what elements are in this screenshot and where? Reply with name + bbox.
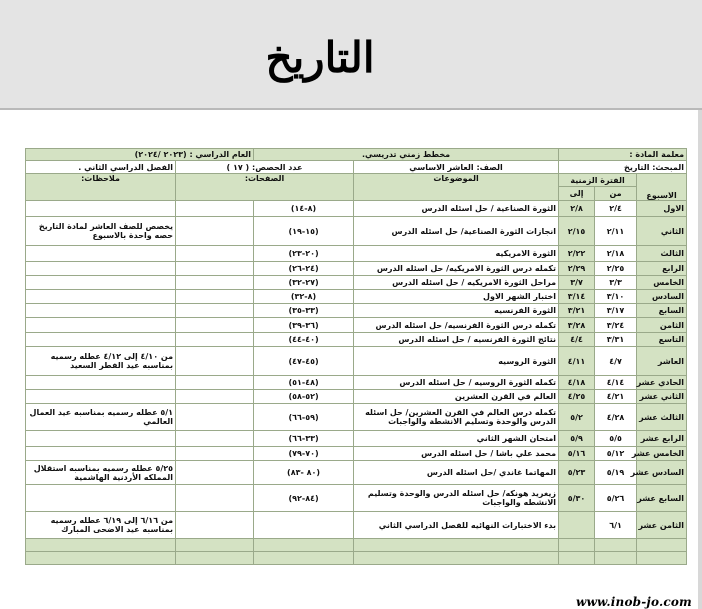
topic-cell: الثورة الامريكيه [354, 246, 559, 262]
empty-cell [595, 539, 637, 552]
to-header: إلى [559, 187, 595, 201]
schedule-row [26, 390, 687, 404]
pages-cell: (٢٠-٢٣) [254, 246, 354, 262]
topic-cell: تكمله درس الثورة الفرنسيه/ حل اسئله الدرس [354, 318, 559, 333]
from-header: من [595, 187, 637, 201]
spacer-cell [176, 485, 254, 512]
pages-cell: (٨-٣٢) [254, 290, 354, 304]
empty-cell [254, 539, 354, 552]
schedule-table [25, 148, 687, 565]
note-cell [26, 485, 176, 512]
empty-cell [254, 552, 354, 565]
schedule-row [26, 318, 687, 333]
to-cell: ٤/٢٥ [559, 390, 595, 404]
from-cell: ٣/١٧ [595, 304, 637, 318]
topic-cell: بدء الاختبارات النهائيه للفصل الدراسي الثاني [354, 512, 559, 539]
spacer-cell [176, 461, 254, 485]
empty-cell [176, 539, 254, 552]
column-header-row-1 [26, 174, 687, 187]
from-cell: ٤/٢١ [595, 390, 637, 404]
topic-cell: امتحان الشهر الثاني [354, 431, 559, 447]
empty-cell [637, 539, 687, 552]
spacer-cell [176, 276, 254, 290]
topic-cell: تكمله درس الثورة الامريكيه/ حل اسئله الدرس [354, 262, 559, 276]
schedule-row [26, 347, 687, 376]
note-cell [26, 262, 176, 276]
topic-cell: العالم في القرن العشرين [354, 390, 559, 404]
plan-name: مخطط زمني تدريسي. [254, 149, 559, 161]
topic-cell: تكمله درس العالم في القرن العشرين/ حل اسئله الدرس والوحدة وتسليم الانشطة والواجبات [354, 404, 559, 431]
from-cell: ٢/٢٥ [595, 262, 637, 276]
spacer-cell [176, 217, 254, 246]
pages-cell: (٥٢-٥٨) [254, 390, 354, 404]
to-cell: ٢/٢٩ [559, 262, 595, 276]
note-cell: يخصص للصف العاشر لمادة التاريخ حصه واحدة بالاسبوع [26, 217, 176, 246]
to-cell: ٣/١٤ [559, 290, 595, 304]
week-cell: العاشر [637, 347, 687, 376]
from-cell: ٢/١١ [595, 217, 637, 246]
pages-cell: (٢٤-٢٦) [254, 262, 354, 276]
empty-cell [354, 539, 559, 552]
topic-cell: الثورة الفرنسيه [354, 304, 559, 318]
topic-cell: زيغريد هونكه/ حل اسئله الدرس والوحدة وتسليم الانشطه والواجبات [354, 485, 559, 512]
to-cell: ٥/١٦ [559, 447, 595, 461]
spacer-cell [176, 246, 254, 262]
from-cell: ٣/٣ [595, 276, 637, 290]
schedule-row [26, 447, 687, 461]
schedule-row [26, 304, 687, 318]
header-row-1 [26, 149, 687, 161]
week-cell: الثالث [637, 246, 687, 262]
week-cell: الرابع [637, 262, 687, 276]
schedule-row [26, 217, 687, 246]
notes-header: ملاحظات: [26, 174, 176, 201]
to-cell [559, 512, 595, 539]
empty-cell [559, 539, 595, 552]
spacer-cell [176, 404, 254, 431]
note-cell [26, 201, 176, 217]
from-cell: ٣/٣١ [595, 333, 637, 347]
week-cell: الرابع عشر [637, 431, 687, 447]
spacer-cell [176, 262, 254, 276]
to-cell: ٣/٢٨ [559, 318, 595, 333]
to-cell: ٤/٤ [559, 333, 595, 347]
teacher-label: معلمة المادة : [559, 149, 687, 161]
schedule-row [26, 431, 687, 447]
week-cell: الثاني عشر [637, 390, 687, 404]
note-cell [26, 447, 176, 461]
empty-cell [595, 552, 637, 565]
schedule-row [26, 376, 687, 390]
spacer-cell [176, 304, 254, 318]
website-footer: www.inob-jo.com [576, 595, 692, 609]
from-cell: ٦/١ [595, 512, 637, 539]
pages-header: الصفحات: [176, 174, 354, 201]
pages-cell: (٣٣-٦٦) [254, 431, 354, 447]
to-cell: ٤/١١ [559, 347, 595, 376]
from-cell: ٣/١٠ [595, 290, 637, 304]
pages-cell: (٧٠-٧٩) [254, 447, 354, 461]
pages-cell: (٤٨-٥١) [254, 376, 354, 390]
from-cell: ٢/٤ [595, 201, 637, 217]
to-cell: ٥/٣٠ [559, 485, 595, 512]
empty-cell [26, 539, 176, 552]
to-cell: ٢/٢٢ [559, 246, 595, 262]
empty-row [26, 552, 687, 565]
topic-cell: مراحل الثورة الامريكيه / حل اسئله الدرس [354, 276, 559, 290]
week-cell: الخامس [637, 276, 687, 290]
week-cell: السادس عشر [637, 461, 687, 485]
week-cell: الحادي عشر [637, 376, 687, 390]
from-cell: ٤/١٤ [595, 376, 637, 390]
schedule-row [26, 333, 687, 347]
page-title: التاريخ [265, 33, 375, 82]
note-cell [26, 290, 176, 304]
topics-header: الموضوعات [354, 174, 559, 201]
spacer-cell [176, 376, 254, 390]
schedule-row [26, 512, 687, 539]
schedule-row [26, 201, 687, 217]
to-cell: ٥/٢ [559, 404, 595, 431]
subject-label: المبحث: التاريخ [559, 161, 687, 174]
spacer-cell [176, 447, 254, 461]
pages-cell: (٢٧-٣٢) [254, 276, 354, 290]
note-cell: من ٦/١٦ إلى ٦/١٩ عطله رسميه بمناسبه عيد الاضحى المبارك [26, 512, 176, 539]
pages-cell: (٨٠ -٨٣) [254, 461, 354, 485]
note-cell: ٥/٢٥ عطله رسميه بمناسبه استقلال المملكه الأردنية الهاشمية [26, 461, 176, 485]
topic-cell: الثورة الصناعية / حل اسئله الدرس [354, 201, 559, 217]
schedule-row [26, 262, 687, 276]
topic-cell: تكمله الثورة الروسيه / حل اسئله الدرس [354, 376, 559, 390]
spacer-cell [176, 512, 254, 539]
from-cell: ٢/١٨ [595, 246, 637, 262]
academic-year: العام الدراسي : (٢٠٢٣ /٢٠٢٤) [26, 149, 254, 161]
pages-cell: (٥٩-٦٦) [254, 404, 354, 431]
empty-row [26, 539, 687, 552]
schedule-row [26, 246, 687, 262]
semester-label: الفصل الدراسي الثاني . [26, 161, 176, 174]
from-cell: ٥/٥ [595, 431, 637, 447]
to-cell: ٣/٢١ [559, 304, 595, 318]
note-cell [26, 333, 176, 347]
spacer-cell [176, 318, 254, 333]
pages-cell: (١٥-١٩) [254, 217, 354, 246]
note-cell [26, 246, 176, 262]
from-cell: ٥/١٢ [595, 447, 637, 461]
to-cell: ٢/١٥ [559, 217, 595, 246]
note-cell: من ٤/١٠ إلى ٤/١٢ عطله رسميه بمناسبه عيد الفطر السعيد [26, 347, 176, 376]
topic-cell: المهاتما غاندي /حل اسئله الدرس [354, 461, 559, 485]
week-cell: الاول [637, 201, 687, 217]
note-cell [26, 276, 176, 290]
note-cell [26, 304, 176, 318]
empty-cell [26, 552, 176, 565]
schedule-row [26, 290, 687, 304]
spacer-cell [176, 347, 254, 376]
week-cell: السابع [637, 304, 687, 318]
week-cell: الخامس عشر [637, 447, 687, 461]
empty-cell [354, 552, 559, 565]
grade-label: الصف: العاشر الاساسي [354, 161, 559, 174]
classes-count: عدد الحصص: ( ١٧ ) [176, 161, 354, 174]
period-header: الفترة الزمنية [559, 174, 637, 187]
pages-cell [254, 512, 354, 539]
from-cell: ٤/٢٨ [595, 404, 637, 431]
week-header: الاسبوع [637, 174, 687, 201]
spacer-cell [176, 333, 254, 347]
schedule-row [26, 485, 687, 512]
topic-cell: نتائج الثورة الفرنسيه / حل اسئله الدرس [354, 333, 559, 347]
empty-cell [637, 552, 687, 565]
header-row-2 [26, 161, 687, 174]
to-cell: ٥/٢٣ [559, 461, 595, 485]
from-cell: ٥/١٩ [595, 461, 637, 485]
empty-cell [559, 552, 595, 565]
empty-cell [176, 552, 254, 565]
schedule-row [26, 404, 687, 431]
week-cell: السادس [637, 290, 687, 304]
spacer-cell [176, 201, 254, 217]
banner-divider [0, 108, 702, 110]
to-cell: ٥/٩ [559, 431, 595, 447]
to-cell: ٢/٨ [559, 201, 595, 217]
topic-cell: اختبار الشهر الاول [354, 290, 559, 304]
from-cell: ٣/٢٤ [595, 318, 637, 333]
week-cell: السابع عشر [637, 485, 687, 512]
to-cell: ٤/١٨ [559, 376, 595, 390]
schedule-row [26, 276, 687, 290]
pages-cell: (٤٠-٤٤) [254, 333, 354, 347]
note-cell [26, 318, 176, 333]
note-cell [26, 376, 176, 390]
to-cell: ٣/٧ [559, 276, 595, 290]
spacer-cell [176, 390, 254, 404]
note-cell [26, 390, 176, 404]
pages-cell: (٨-١٤) [254, 201, 354, 217]
week-cell: الثاني [637, 217, 687, 246]
schedule-row [26, 461, 687, 485]
week-cell: الثالث عشر [637, 404, 687, 431]
note-cell: ٥/١ عطله رسميه بمناسبه عيد العمال العالمي [26, 404, 176, 431]
pages-cell: (٨٤-٩٢) [254, 485, 354, 512]
spacer-cell [176, 290, 254, 304]
week-cell: التاسع [637, 333, 687, 347]
from-cell: ٤/٧ [595, 347, 637, 376]
page-edge [698, 110, 702, 609]
spacer-cell [176, 431, 254, 447]
pages-cell: (٣٦-٣٩) [254, 318, 354, 333]
from-cell: ٥/٢٦ [595, 485, 637, 512]
week-cell: الثامن [637, 318, 687, 333]
pages-cell: (٣٣-٣٥) [254, 304, 354, 318]
topic-cell: الثورة الروسيه [354, 347, 559, 376]
topic-cell: انجازات الثورة الصناعية/ حل اسئله الدرس [354, 217, 559, 246]
note-cell [26, 431, 176, 447]
week-cell: الثامن عشر [637, 512, 687, 539]
topic-cell: محمد علي باشا / حل اسئله الدرس [354, 447, 559, 461]
pages-cell: (٤٥-٤٧) [254, 347, 354, 376]
